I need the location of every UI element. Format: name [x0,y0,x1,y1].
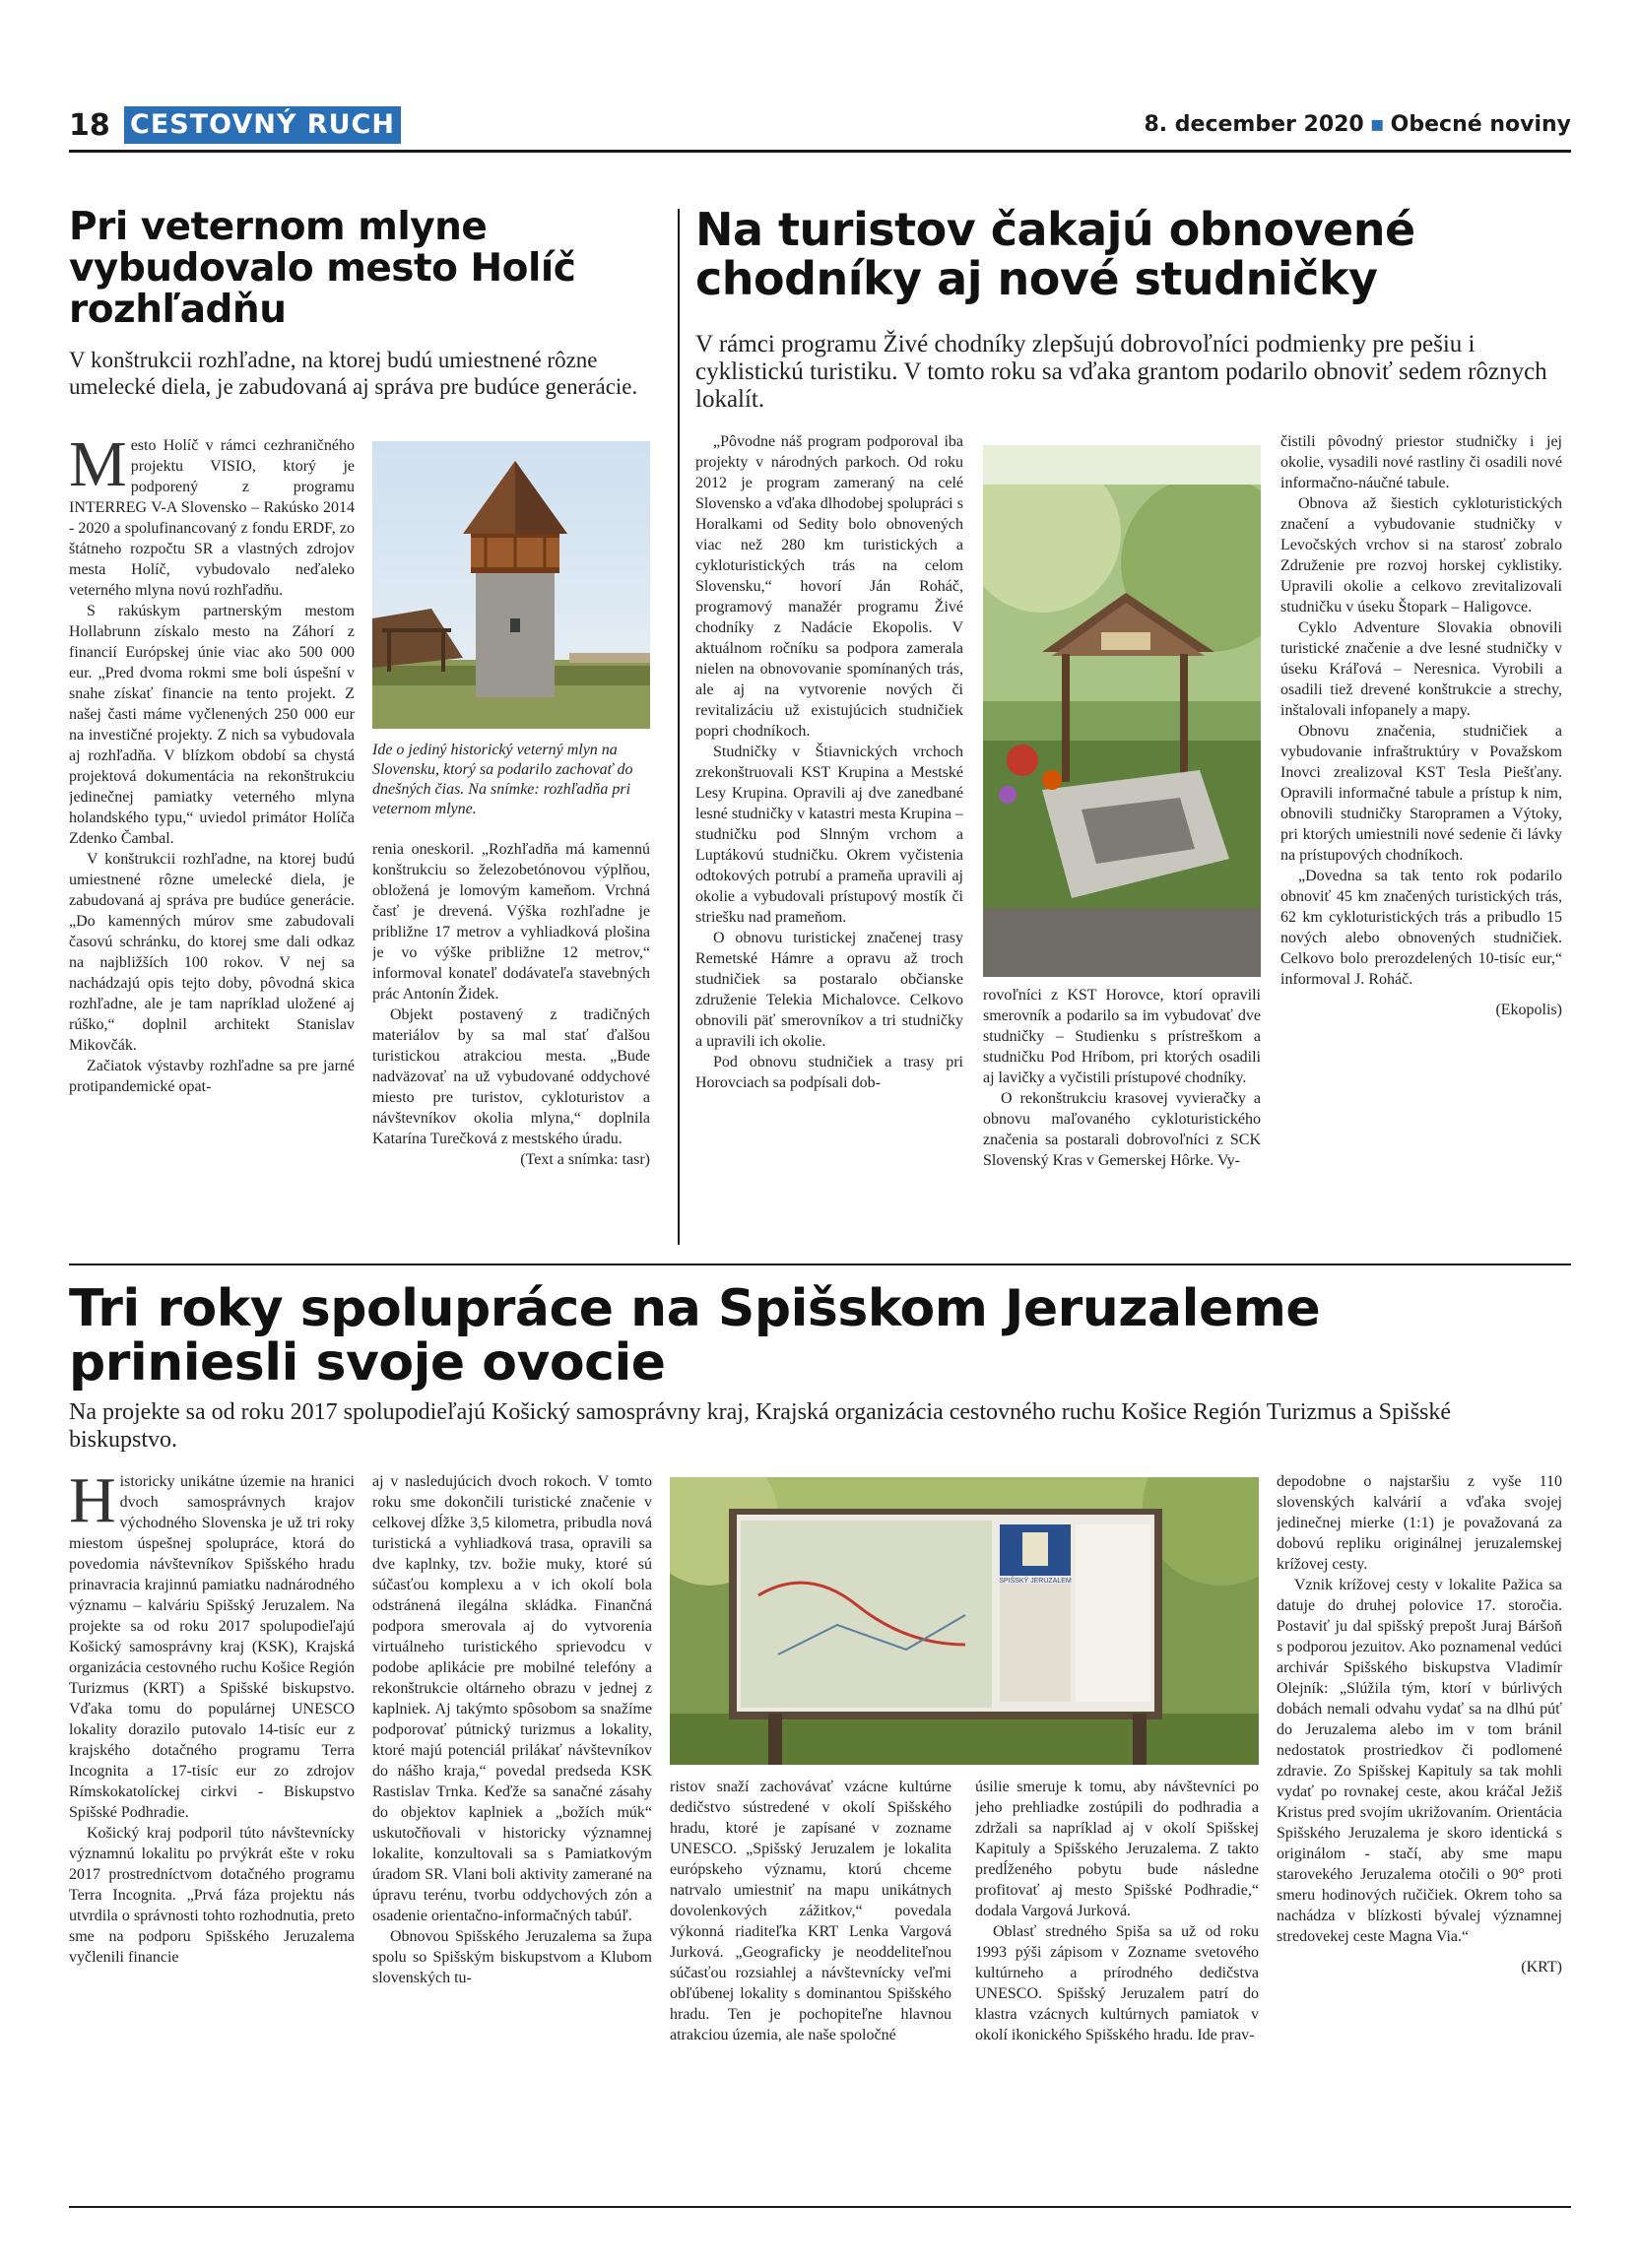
page-header [69,106,1571,146]
article1-credit: (Text a snímka: tasr) [520,1151,650,1168]
paragraph: Cyklo Adventure Slovakia obnovili turistické značenie a dve lesné studničky v úseku Kráľová – Neresnica. Vyrobili a osadili tiež drevené konštrukcie a strechy, inštalovali infopanely a mapy. [1280,619,1562,719]
paragraph: V konštrukcii rozhľadne, na ktorej budú umiestnené rôzne umelecké diela, je zabudovaná aj správa pre budúce generácie. „Do kamenných múrov sme zabudovali časovú schránku, do ktorej sme dali odkaz na najbližších 100 rokov. V nej sa nachádzajú opis tejto doby, pôvodná skica rozhľadne, ale je tam napríklad uložené aj rúško,“ doplnil architekt Stanislav Mikovčák. [69,851,355,1054]
paragraph: Studničky v Štiavnických vrchoch zrekonštruovali KST Krupina a Mestské Lesy Krupina. Opravili aj dve zanedbané lesné studničky v katastri mesta Krupina – studničku pod Slnným vrchom a Luptákovú studničku. Okrem vyčistenia odtokových potrubí a prameňa upravili aj okolie a vybudovali prístupový mostík či striešku nad prameňom. [695,744,963,926]
paragraph: aj v nasledujúcich dvoch rokoch. V tomto roku sme dokončili turistické značenie v celkovej dĺžke 3,5 kilometra, pribudla nová turistická a vyhliadková trasa, opravili sa dve kaplnky, tzv. božie muky, ktoré sú súčasťou komplexu a v ich okolí bola odstránená ilegálna skládka. Finančná podpora smerovala aj do vytvorenia virtuálneho turistického sprievodcu v podobe aplikácie pre mobilné telefóny a rekonštrukcie oltárneho obrazu v jednej z kaplniek. Aj takýmto spôsobom sa snažíme podporovať pútnický turizmus a lokality, ktoré majú potenciál prilákať návštevníkov do nášho kraja,“ povedal predseda KSK Rastislav Trnka. Keďže sa sanačné zásahy do objektov kaplniek a „božích múk“ uskutočňovali v historicky významnej lokalite, konzultovali sa s Pamiatkovým úradom SR. Vlani boli aktivity zamerané na úpravu terénu, tvorbu oddychových zón a osadenie orientačno-informačných tabúľ. [372,1473,652,1924]
publication-name: Obecné noviny [1390,112,1571,137]
board-title: SPIŠSKÝ JERUZALEM [999,1578,1072,1585]
paragraph: O obnovu turistickej značenej trasy Remetské Hámre a opravu až troch studničiek sa postaralo občianske združenie Telekia Michalovce. Celkovo obnovili päť smerovníkov a tri studničky a upravili ich okolie. [695,930,963,1050]
article3-column-4 [975,1777,1259,2200]
paragraph: Vznik krížovej cesty v lokalite Pažica sa datuje do druhej polovice 17. storočia. Postaviť ju dal spišský prepošt Juraj Báršoň s podporou jezuitov. Ako poznamenal vedúci archivár Spišského biskupstva Vladimír Olejník: „Slúžila tým, ktorí v búrlivých dobách nemali odvahu vydať sa na dlhú púť do Jeruzalema alebo im v tom bránil nedostatok prostriedkov či podlomené zdravie. Zo Spišskej Kapituly sa tak mohli vydať po rovnakej ceste, akou kráčal Ježiš Kristus pred svojím ukrižovaním. Orientácia Spišského Jeruzalema je skoro identická s originálom - stačí, aby sme mapu starovekého Jeruzalema otočili o 90° proti smeru hodinových ručičiek. Okrem toho sa nachádza v blízkosti bývalej významnej stredovekej ceste Magna Via.“ [1277,1577,1562,1945]
article-divider [69,1264,1571,1265]
issue-info [1144,112,1571,137]
paragraph: Objekt postavený z tradičných materiálov by sa mal stať ďalšou turistickou atrakciou mesta. „Bude nadväzovať na už vybudované oddychové miesto pre turistov, cykloturistov a návštevníkov okolia mlyna,“ doplnila Katarína Turečková z mestského úradu. [372,1006,650,1147]
paragraph: O rekonštrukciu krasovej vyvieračky a obnovu maľovaného cykloturistického značenia sa postarali dobrovoľníci z SCK Slovenský Kras v Gemerskej Hôrke. Vy- [983,1090,1261,1169]
section-label: CESTOVNÝ RUCH [124,106,401,144]
article3-photo-info-board [670,1477,1259,1765]
article2-column-1 [695,431,963,1239]
paragraph: Začiatok výstavby rozhľadne sa pre jarné protipandemické opat- [69,1058,355,1095]
footer-rule [69,2206,1571,2208]
article3-column-5 [1277,1471,1562,2200]
article2-credit: (Ekopolis) [1495,1002,1562,1018]
separator-dot-icon: ▪ [1369,112,1385,137]
column-divider [678,209,680,1245]
article1-lead: V konštrukcii rozhľadne, na ktorej budú umiestnené rôzne umelecké diela, je zabudovaná aj správa pre budúce generácie. [69,348,638,399]
paragraph: Obnovu značenia, studničiek a vybudovanie infraštruktúry v Považskom Inovci zrealizoval KST Tesla Piešťany. Opravili informačné tabule a prístup k nim, obnovili studničky Staropramen a Výtoky, pri ktorých umiestnili nové sedenie či lávky na prístupových chodníkoch. [1280,723,1562,864]
paragraph: S rakúskym partnerským mestom Hollabrunn získalo mesto na Záhorí z financií Európskej únie viac ako 500 000 eur. „Pred dvoma rokmi sme boli úspešní v snahe získať financie na tento projekt. Z našej časti máme vyčlenených 250 000 eur na investičné projekty. Z nich sa vybudovala aj rozhľadňa. V blízkom období sa chystá projektová dokumentácia na rekonštrukciu jedinečnej pamiatky veterného mlyna holandského typu,“ uviedol primátor Holíča Zdenko Čambal. [69,603,355,847]
paragraph: Pod obnovu studničiek a trasy pri Horovciach sa podpísali dob- [695,1054,963,1091]
article3-title: Tri roky spolupráce na Spišskom Jeruzaleme priniesli svoje ovocie [69,1279,1321,1393]
article2-column-2 [983,985,1261,1239]
paragraph: „Pôvodne náš program podporoval iba projekty v národných parkoch. Od roku 2012 je program zameraný na celé Slovensko a vďaka dlhodobej spolupráci s Horalkami od Sedity bolo obnovených viac než 280 km turistických a cykloturistických trás na celom Slovensku,“ hovorí Ján Roháč, programový manažér programu Živé chodníky z Nadácie Ekopolis. V aktuálnom ročníku sa podpora zamerala nielen na obnovovanie spomínaných trás, ale aj na vytvorenie nových či revitalizáciu už existujúcich studničiek popri chodníkoch. [695,433,963,740]
article1-column-1 [69,435,355,1241]
article3-dropcap: H [69,1471,116,1536]
article1-photo-caption: Ide o jediný historický veterný mlyn na Slovensku, ktorý sa podarilo zachovať do dnešných čias. Na snímke: rozhľadňa pri veternom mlyne. [372,742,633,817]
article1-dropcap: M [69,435,127,500]
article1-photo-lookout-tower [372,441,650,729]
article3-column-3 [670,1777,951,2200]
article2-photo-well [983,445,1261,977]
paragraph: esto Holíč v rámci cezhraničného projektu VISIO, ktorý je podporený z programu INTERREG V-A Slovensko – Rakúsko 2014 - 2020 a spolufinancovaný z fondu ERDF, zo štátneho rozpočtu SR a vlastných zdrojov mesta Holíč, vybudovalo neďaleko veterného mlyna novú rozhľadňu. [69,437,355,599]
paragraph: depodobne o najstaršiu z vyše 110 slovenských kalvárií a vďaka svojej jedinečnej mierke (1:1) je považovaná za dobovú repliku originálnej jeruzalemskej krížovej cesty. [1277,1473,1562,1573]
paragraph: Obnovou Spišského Jeruzalema sa župa spolu so Spišským biskupstvom a Klubom slovenských tu- [372,1928,652,1986]
article2-title: Na turistov čakajú obnovené chodníky aj nové studničky [695,203,1415,305]
article3-lead: Na projekte sa od roku 2017 spolupodieľajú Košický samosprávny kraj, Krajská organizácia cestovného ruchu Košice Región Turizmus a Spišské biskupstvo. [69,1399,1452,1453]
paragraph: ristov snaží zachovávať vzácne kultúrne dedičstvo sústredené v okolí Spišského hradu, ktoré je zapísané v zozname UNESCO. „Spišský Jeruzalem je lokalita európskeho významu, ktorú chceme natrvalo umiestniť na mapu unikátnych dovolenkových zážitkov,“ povedala výkonná riaditeľka KRT Lenka Vargová Jurková. „Geograficky je neoddeliteľnou súčasťou rozsiahlej a návštevnícky veľmi obľúbenej lokality s dominantou Spišského hradu. Ten je pochopiteľne hlavnou atrakciou územia, ale naše spoločné [670,1779,951,2043]
paragraph: úsilie smeruje k tomu, aby návštevníci po jeho prehliadke zostúpili do podhradia a zdržali sa napríklad aj v okolí Spišskej Kapituly a Spišského Jeruzalema. Z takto predĺženého pobytu bude následne profitovať aj mesto Spišské Podhradie,“ dodala Vargová Jurková. [975,1779,1259,1919]
paragraph: istoricky unikátne územie na hranici dvoch samosprávnych krajov východného Slovenska je už tri roky miestom úspešnej spolupráce, ktorá do povedomia návštevníkov Spišského hradu prinavracia krajinnú pamiatku nadnárodného významu – kalváriu Spišský Jeruzalem. Na projekte sa od roku 2017 spolupodieľajú Košický samosprávny kraj (KSK), Krajská organizácia cestovného ruchu Košice Región Turizmus (KRT) a Spišské biskupstvo. Vďaka tomu do populárnej UNESCO lokality dorazilo putovalo 14-tisíc eur z krajského dotačného programu Terra Incognita a 17-tisíc eur zo zdrojov Rímskokatolíckej cirkvi - Biskupstvo Spišské Podhradie. [69,1473,355,1821]
paragraph: čistili pôvodný priestor studničky i jej okolie, vysadili nové rastliny či osadili nové informačno-náučné tabule. [1280,433,1562,491]
article3-credit: (KRT) [1521,1959,1562,1976]
article1-column-2 [372,839,650,1241]
issue-date: 8. december 2020 [1144,112,1364,137]
paragraph: Oblasť stredného Spiša sa už od roku 1993 pýši zápisom v Zozname svetového kultúrneho a prírodného dedičstva UNESCO. Spišský Jeruzalem patrí do klastra vzácnych kultúrnych pamiatok v okolí ikonického Spišského hradu. Ide prav- [975,1923,1259,2043]
paragraph: „Dovedna sa tak tento rok podarilo obnoviť 45 km značených turistických trás, 62 km cykloturistických trás a pribudlo 15 nových alebo obnovených studničiek. Celkovo bolo prerozdelených 10-tisíc eur,“ informoval J. Roháč. [1280,868,1562,988]
paragraph: Košický kraj podporil túto návštevnícky významnú lokalitu po prvýkrát ešte v roku 2017 prostredníctvom dotačného programu Terra Incognita. „Prvá fáza projektu nás utvrdila o správnosti tohto rozhodnutia, preto sme na podporu Spišského Jeruzalema vyčlenili financie [69,1825,355,1966]
article1-title: Pri veternom mlyne vybudovalo mesto Holíč rozhľadňu [69,205,576,332]
paragraph: renia oneskoril. „Rozhľadňa má kamennú konštrukciu so železobetónovou výplňou, obložená je lomovým kameňom. Vrchná časť je drevená. Výška rozhľadne je približne 17 metrov a vyhliadková plošina je vo výške približne 12 metrov,“ informoval konateľ dodávateľa stavebných prác Antonín Židek. [372,841,650,1003]
page-number: 18 [69,108,110,143]
paragraph: rovoľníci z KST Horovce, ktorí opravili smerovník a podarilo sa im vybudovať dve studničky – Studienku s prístreškom a studničku Pod Hríbom, pri ktorých osadili aj lavičky a vyčistili prístupové chodníky. [983,987,1261,1086]
article3-column-1 [69,1471,355,2200]
article2-column-3 [1280,431,1562,1239]
article3-column-2 [372,1471,652,2200]
header-rule [69,150,1571,153]
article2-lead: V rámci programu Živé chodníky zlepšujú dobrovoľníci podmienky pre pešiu i cyklistickú turistiku. V tomto roku sa vďaka grantom podarilo obnoviť sedem rôznych lokalít. [695,331,1547,413]
paragraph: Obnova až šiestich cykloturistických značení a vybudovanie studničky v Levočských vrchov si na starosť zobralo Združenie pre rozvoj horskej cyklistiky. Upravili okolie a celkovo zrevitalizovali studničku v úseku Štopark – Haligovce. [1280,495,1562,616]
